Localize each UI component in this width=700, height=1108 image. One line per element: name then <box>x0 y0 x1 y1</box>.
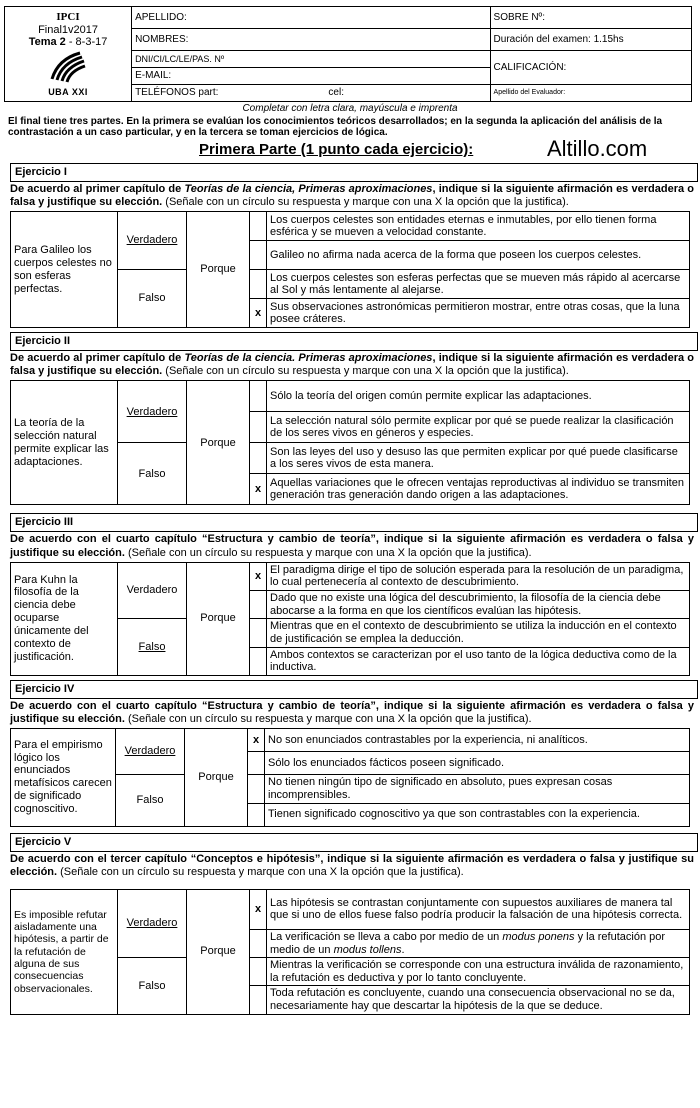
justification-option: Mientras la verificación se corresponde con una estructura inválida de razonamiento, la refutación es deductiva y por lo tanto concluyente. <box>267 958 690 986</box>
porque-label: Porque <box>185 729 248 826</box>
mark-cell[interactable] <box>250 241 267 270</box>
mark-cell[interactable] <box>250 958 267 986</box>
verdadero-option[interactable]: Verdadero <box>118 212 187 270</box>
justification-option: Son las leyes del uso y desuso las que permiten explicar por qué puede clasificarse a los seres vivos de esta manera. <box>267 443 690 474</box>
verdadero-option[interactable]: Verdadero <box>118 381 187 443</box>
porque-label: Porque <box>187 562 250 675</box>
exercise-5-title: Ejercicio V <box>10 833 698 852</box>
mark-cell[interactable] <box>250 381 267 412</box>
mark-cell[interactable] <box>250 929 267 957</box>
justification-option: Sólo la teoría del origen común permite explicar las adaptaciones. <box>267 381 690 412</box>
verdadero-option[interactable]: Verdadero <box>118 562 187 619</box>
exercise-2-title: Ejercicio II <box>10 332 698 351</box>
mark-cell[interactable] <box>248 752 265 775</box>
exercise-2-table <box>10 380 690 505</box>
x-mark[interactable]: x <box>250 889 267 929</box>
exercise-4-instructions: De acuerdo con el cuarto capítulo “Estructura y cambio de teoría”, indique si la siguiente afirmación es verdadera o falsa y justifique su elección. (Señale con un círculo su respuesta y marque con una X la opción que la justifica). <box>10 699 694 726</box>
porque-label: Porque <box>187 212 250 328</box>
justification-option: Galileo no afirma nada acerca de la forma que poseen los cuerpos celestes. <box>267 241 690 270</box>
justification-option: No tienen ningún tipo de significado en absoluto, pues expresan cosas incomprensibles. <box>265 775 690 803</box>
justification-option: Las hipótesis se contrastan conjuntamente con supuestos auxiliares de manera tal que si uno de ellos fuese falso podría producir la falsación de una hipótesis correcta. <box>267 889 690 929</box>
exercise-4-table <box>10 728 690 826</box>
mark-cell[interactable] <box>250 619 267 647</box>
exercise-5-table <box>10 889 690 1015</box>
mark-cell[interactable] <box>248 803 265 826</box>
justification-option: Aquellas variaciones que le ofrecen ventajas reproductivas al individuo se transmiten generación tras generación dando origen a las adaptaciones. <box>267 474 690 505</box>
sobre-field[interactable]: SOBRE Nº: <box>490 7 691 29</box>
justification-option: Sus observaciones astronómicas permitieron mostrar, entre otras cosas, que la luna posee cráteres. <box>267 299 690 328</box>
justification-option: Sólo los enunciados fácticos poseen significado. <box>265 752 690 775</box>
mark-cell[interactable] <box>248 775 265 803</box>
exam-date: - 8-3-17 <box>65 36 108 49</box>
mark-cell[interactable] <box>250 443 267 474</box>
justification-option: Los cuerpos celestes son esferas perfectas que se mueven más rápido al acercarse al Sol y más lentamente al alejarse. <box>267 270 690 299</box>
exercise-5-statement: Es imposible refutar aisladamente una hipótesis, a partir de la refutación de alguna de sus consecuencias observacionales. <box>11 889 118 1014</box>
dni-field[interactable]: DNI/CI/LC/LE/PAS. Nº <box>132 51 490 68</box>
fill-instruction: Completar con letra clara, mayúscula e imprenta <box>242 103 458 114</box>
exam-page <box>4 0 696 1015</box>
justification-option: La verificación se lleva a cabo por medio de un modus ponens y la refutación por medio de un modus tollens. <box>267 929 690 957</box>
x-mark[interactable]: x <box>250 299 267 328</box>
falso-option[interactable]: Falso <box>118 443 187 505</box>
exercise-1-title: Ejercicio I <box>10 163 698 182</box>
email-field[interactable]: E-MAIL: <box>132 68 490 85</box>
justification-option: La selección natural sólo permite explicar por qué se puede realizar la clasificación de los seres vivos en géneros y especies. <box>267 412 690 443</box>
exam-duration: Duración del examen: 1.15hs <box>490 29 691 51</box>
falso-option[interactable]: Falso <box>118 270 187 328</box>
exercise-4-title: Ejercicio IV <box>10 680 698 699</box>
exercise-1-statement: Para Galileo los cuerpos celestes no son esferas perfectas. <box>11 212 118 328</box>
apellido-field[interactable]: APELLIDO: <box>132 7 490 29</box>
exam-topic: Tema 2 <box>28 36 66 49</box>
justification-option: Tienen significado cognoscitivo ya que son contrastables con la experiencia. <box>265 803 690 826</box>
watermark: Altillo.com <box>547 135 648 161</box>
university-name: UBA XXI <box>48 86 88 97</box>
telefonos-label: TELÉFONOS part: <box>135 87 219 99</box>
telefonos-field[interactable] <box>132 85 490 102</box>
mark-cell[interactable] <box>250 986 267 1014</box>
exam-logo-cell <box>5 7 132 102</box>
falso-option[interactable]: Falso <box>118 619 187 676</box>
evaluador-field[interactable]: Apellido del Evaluador: <box>490 85 691 102</box>
mark-cell[interactable] <box>250 591 267 619</box>
nombres-field[interactable]: NOMBRES: <box>132 29 490 51</box>
exercise-3-title: Ejercicio III <box>10 513 698 532</box>
calificacion-field[interactable]: CALIFICACIÓN: <box>490 51 691 85</box>
exercise-5-instructions: De acuerdo con el tercer capítulo “Conceptos e hipótesis”, indique si la siguiente afirmación es verdadera o falsa y justifique su elección. (Señale con un círculo su respuesta y marque con una X la opción que la justifica). <box>10 852 694 878</box>
exam-id: Final1v2017 <box>38 23 98 36</box>
mark-cell[interactable] <box>250 412 267 443</box>
exercise-1-instructions: De acuerdo al primer capítulo de Teorías de la ciencia, Primeras aproximaciones, indique si la siguiente afirmación es verdadera o falsa y justifique su elección. (Señale con un círculo su respuesta y marque con una X la opción que la justifica). <box>10 182 695 208</box>
exam-description: El final tiene tres partes. En la primera se evalúan los conocimientos teóricos desarrollados; en la segunda la aplicación del análisis de la contrastación a un caso particular, y en la tercera se toman ejercicios de lógica. <box>8 115 663 139</box>
x-mark[interactable]: x <box>250 474 267 505</box>
cel-label: cel: <box>328 87 344 99</box>
mark-cell[interactable] <box>250 212 267 241</box>
x-mark[interactable]: x <box>248 729 265 752</box>
exercise-1-table <box>10 211 690 328</box>
falso-option[interactable]: Falso <box>118 958 187 1015</box>
justification-option: Dado que no existe una lógica del descubrimiento, la filosofía de la ciencia debe abocarse a la forma en que los científicos evalúan las hipótesis. <box>267 591 690 619</box>
part-title: Primera Parte (1 punto cada ejercicio): <box>199 140 474 158</box>
mark-cell[interactable] <box>250 270 267 299</box>
justification-option: Mientras que en el contexto de descubrimiento se utiliza la inducción en el contexto de justificación se emplea la deducción. <box>267 619 690 647</box>
x-mark[interactable]: x <box>250 562 267 590</box>
exercise-2-instructions: De acuerdo al primer capítulo de Teorías de la ciencia. Primeras aproximaciones, indique si la siguiente afirmación es verdadera o falsa y justifique su elección. (Señale con un círculo su respuesta y marque con una X la opción que la justifica). <box>10 352 695 378</box>
justification-option: No son enunciados contrastables por la experiencia, ni analíticos. <box>265 729 690 752</box>
course-code: IPCI <box>56 11 80 24</box>
exercise-2-statement: La teoría de la selección natural permite explicar las adaptaciones. <box>11 381 118 505</box>
exercise-3-instructions: De acuerdo con el cuarto capítulo “Estructura y cambio de teoría”, indique si la siguiente afirmación es verdadera o falsa y justifique su elección. (Señale con un círculo su respuesta y marque con una X la opción que la justifica). <box>10 533 694 559</box>
exercise-3-table <box>10 562 690 676</box>
falso-option[interactable]: Falso <box>116 775 185 826</box>
justification-option: Ambos contextos se caracterizan por el uso tanto de la lógica deductiva como de la inductiva. <box>267 647 690 675</box>
mark-cell[interactable] <box>250 647 267 675</box>
justification-option: Toda refutación es concluyente, cuando una consecuencia observacional no se da, necesariamente hay que descartar la hipótesis de la que se deduce. <box>267 986 690 1014</box>
uba-logo-icon <box>48 49 88 83</box>
exercise-3-statement: Para Kuhn la filosofía de la ciencia debe ocuparse únicamente del contexto de justificación. <box>11 562 118 675</box>
justification-option: Los cuerpos celestes son entidades eternas e inmutables, por ello tienen forma esférica y se mueven a velocidad constante. <box>267 212 690 241</box>
exercise-4-statement: Para el empirismo lógico los enunciados metafísicos carecen de significado cognoscitivo. <box>11 729 116 826</box>
verdadero-option[interactable]: Verdadero <box>116 729 185 775</box>
porque-label: Porque <box>187 889 250 1014</box>
student-header <box>4 6 692 102</box>
porque-label: Porque <box>187 381 250 505</box>
verdadero-option[interactable]: Verdadero <box>118 889 187 957</box>
justification-option: El paradigma dirige el tipo de solución esperada para la resolución de un paradigma, lo cual pertenecería al contexto de descubrimiento. <box>267 562 690 590</box>
